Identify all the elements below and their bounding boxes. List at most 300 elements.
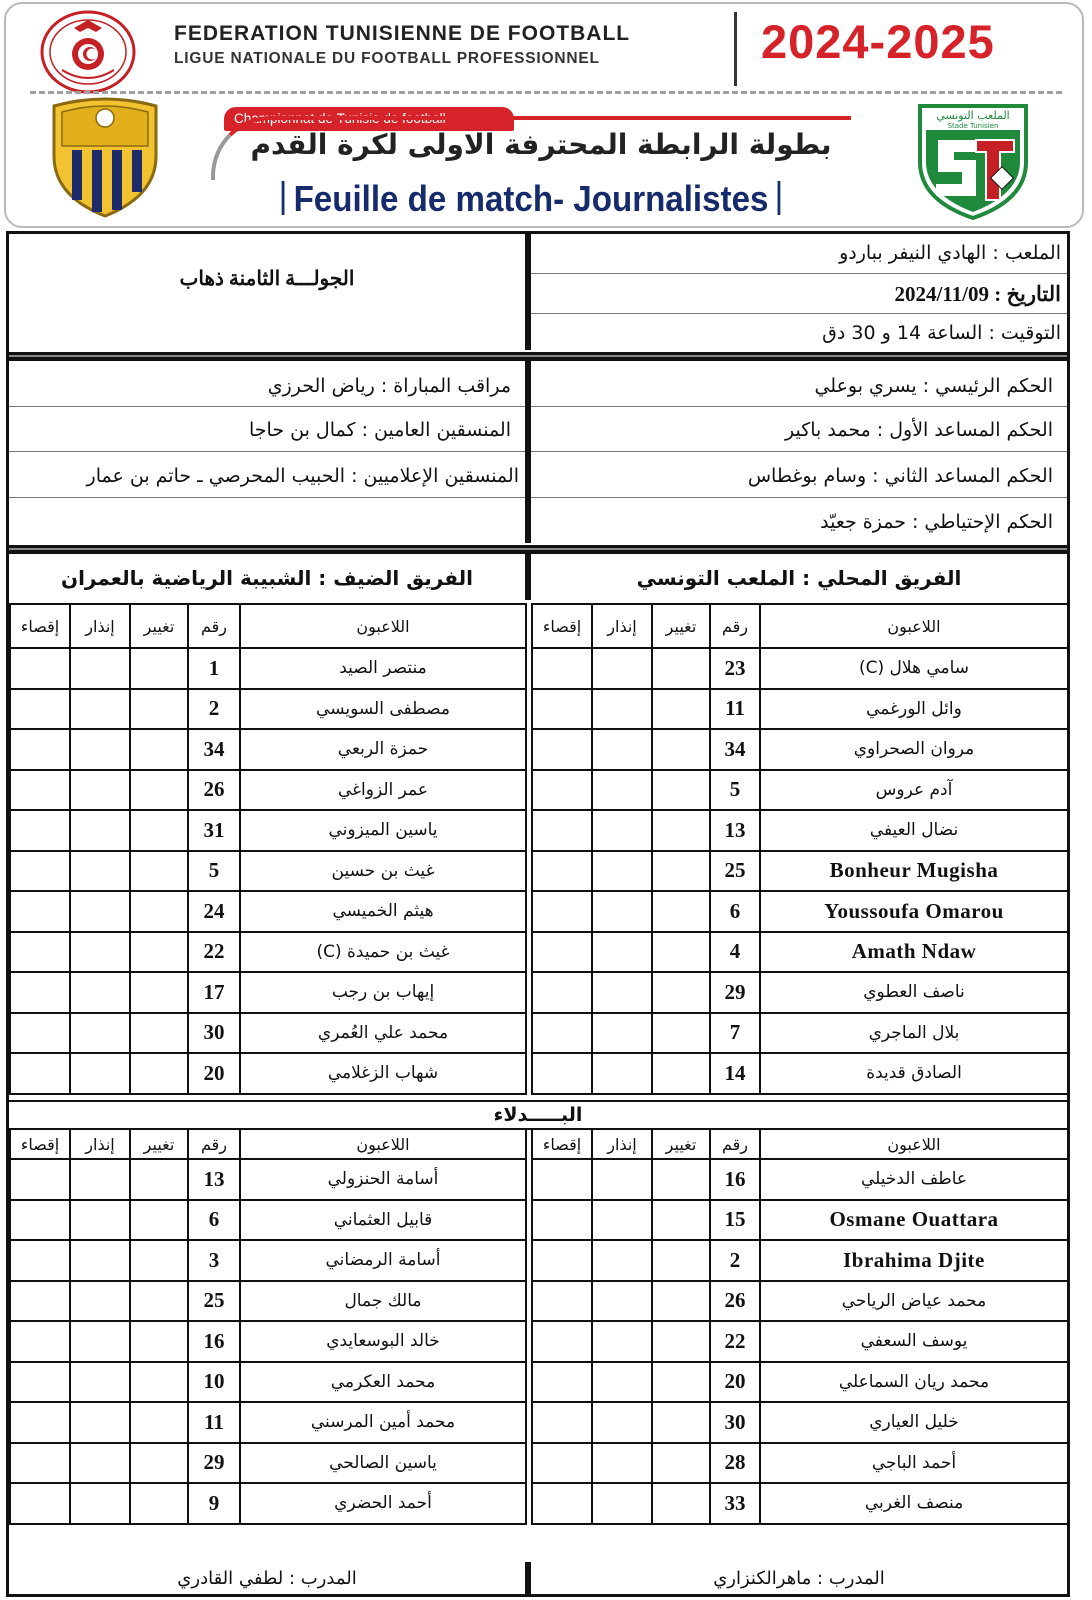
player-row bbox=[532, 851, 1068, 892]
warning-cell[interactable] bbox=[70, 1443, 130, 1484]
player-name: خليل العياري bbox=[760, 1402, 1068, 1443]
expulsion-cell[interactable] bbox=[10, 1483, 70, 1524]
warning-cell[interactable] bbox=[70, 891, 130, 932]
player-name: وائل الورغمي bbox=[760, 689, 1068, 730]
substitution-cell[interactable] bbox=[652, 1402, 710, 1443]
expulsion-cell[interactable] bbox=[10, 729, 70, 770]
player-name: ياسين الصالحي bbox=[240, 1443, 526, 1484]
substitution-cell[interactable] bbox=[130, 689, 188, 730]
expulsion-cell[interactable] bbox=[532, 1483, 592, 1524]
player-name: Ibrahima Djite bbox=[760, 1240, 1068, 1281]
player-row bbox=[10, 851, 526, 892]
warning-cell[interactable] bbox=[592, 1321, 652, 1362]
expulsion-cell[interactable] bbox=[10, 932, 70, 973]
player-number: 20 bbox=[188, 1053, 240, 1094]
player-number: 30 bbox=[188, 1013, 240, 1054]
warning-cell[interactable] bbox=[592, 1240, 652, 1281]
section-separator bbox=[9, 545, 1067, 554]
player-number: 9 bbox=[188, 1483, 240, 1524]
player-row bbox=[532, 891, 1068, 932]
player-name: آدم عروس bbox=[760, 770, 1068, 811]
expulsion-cell[interactable] bbox=[10, 810, 70, 851]
substitution-cell[interactable] bbox=[130, 1443, 188, 1484]
player-number: 16 bbox=[188, 1321, 240, 1362]
player-name: غيث بن حميدة (C) bbox=[240, 932, 526, 973]
warning-cell[interactable] bbox=[592, 972, 652, 1013]
expulsion-cell[interactable] bbox=[10, 1281, 70, 1322]
warning-cell[interactable] bbox=[592, 891, 652, 932]
number-header: رقم bbox=[710, 604, 760, 648]
player-name: بلال الماجري bbox=[760, 1013, 1068, 1054]
warning-cell[interactable] bbox=[70, 932, 130, 973]
player-row bbox=[532, 1159, 1068, 1200]
substitution-cell[interactable] bbox=[130, 891, 188, 932]
expulsion-cell[interactable] bbox=[532, 1281, 592, 1322]
warning-cell[interactable] bbox=[70, 648, 130, 689]
warning-cell[interactable] bbox=[592, 1443, 652, 1484]
expulsion-cell[interactable] bbox=[532, 851, 592, 892]
expulsion-cell[interactable] bbox=[10, 1321, 70, 1362]
expulsion-cell[interactable] bbox=[532, 1053, 592, 1094]
away-team-title: الفريق الضيف : الشبيبة الرياضية بالعمران bbox=[61, 566, 473, 590]
player-number: 20 bbox=[710, 1362, 760, 1403]
player-name: محمد أمين المرسني bbox=[240, 1402, 526, 1443]
substitution-cell[interactable] bbox=[130, 1200, 188, 1241]
warning-header: إنذار bbox=[70, 1129, 130, 1159]
players-header: اللاعبون bbox=[760, 604, 1068, 648]
expulsion-cell[interactable] bbox=[532, 1159, 592, 1200]
player-row bbox=[10, 1483, 526, 1524]
expulsion-cell[interactable] bbox=[10, 1402, 70, 1443]
player-name: الصادق قديدة bbox=[760, 1053, 1068, 1094]
expulsion-cell[interactable] bbox=[10, 1240, 70, 1281]
player-name: غيث بن حسين bbox=[240, 851, 526, 892]
player-number: 11 bbox=[188, 1402, 240, 1443]
player-number: 5 bbox=[188, 851, 240, 892]
player-name: مروان الصحراوي bbox=[760, 729, 1068, 770]
player-number: 2 bbox=[710, 1240, 760, 1281]
expulsion-cell[interactable] bbox=[532, 729, 592, 770]
warning-cell[interactable] bbox=[70, 810, 130, 851]
player-number: 5 bbox=[710, 770, 760, 811]
expulsion-header: إقصاء bbox=[532, 604, 592, 648]
player-row bbox=[10, 1321, 526, 1362]
player-name: ناصف العطوي bbox=[760, 972, 1068, 1013]
general-coordinators-label: المنسقين العامين : كمال بن حاجا bbox=[249, 419, 511, 441]
player-row bbox=[532, 1013, 1068, 1054]
expulsion-cell[interactable] bbox=[532, 891, 592, 932]
player-row bbox=[10, 1402, 526, 1443]
home-subs-table bbox=[531, 1128, 1069, 1525]
player-row bbox=[10, 810, 526, 851]
expulsion-cell[interactable] bbox=[532, 932, 592, 973]
substitution-cell[interactable] bbox=[652, 1321, 710, 1362]
warning-cell[interactable] bbox=[70, 1321, 130, 1362]
substitution-cell[interactable] bbox=[652, 729, 710, 770]
table-header-row bbox=[532, 604, 1068, 648]
player-name: محمد عياض الرياحي bbox=[760, 1281, 1068, 1322]
player-number: 17 bbox=[188, 972, 240, 1013]
player-number: 23 bbox=[710, 648, 760, 689]
player-name: أحمد الحضري bbox=[240, 1483, 526, 1524]
player-name: أحمد الباجي bbox=[760, 1443, 1068, 1484]
substitution-cell[interactable] bbox=[130, 648, 188, 689]
player-row bbox=[532, 1443, 1068, 1484]
player-name: قابيل العثماني bbox=[240, 1200, 526, 1241]
player-row bbox=[532, 770, 1068, 811]
player-name: محمد ريان السماعلي bbox=[760, 1362, 1068, 1403]
table-header-row bbox=[532, 1129, 1068, 1159]
expulsion-cell[interactable] bbox=[10, 851, 70, 892]
player-name: عمر الزواغي bbox=[240, 770, 526, 811]
warning-cell[interactable] bbox=[592, 770, 652, 811]
substitution-header: تغيير bbox=[130, 604, 188, 648]
expulsion-cell[interactable] bbox=[10, 1200, 70, 1241]
expulsion-cell[interactable] bbox=[532, 648, 592, 689]
commissioner-label: مراقب المباراة : رياض الحرزي bbox=[267, 375, 511, 397]
player-number: 25 bbox=[188, 1281, 240, 1322]
warning-cell[interactable] bbox=[592, 1013, 652, 1054]
player-name: محمد العكرمي bbox=[240, 1362, 526, 1403]
warning-cell[interactable] bbox=[70, 851, 130, 892]
warning-cell[interactable] bbox=[592, 851, 652, 892]
player-number: 15 bbox=[710, 1200, 760, 1241]
expulsion-cell[interactable] bbox=[10, 1013, 70, 1054]
stadium-label: الملعب : الهادي النيفر بباردو bbox=[839, 242, 1061, 264]
sheet-header bbox=[4, 2, 1084, 228]
players-header: اللاعبون bbox=[240, 604, 526, 648]
player-number: 11 bbox=[710, 689, 760, 730]
player-number: 2 bbox=[188, 689, 240, 730]
player-name: حمزة الربعي bbox=[240, 729, 526, 770]
expulsion-cell[interactable] bbox=[532, 972, 592, 1013]
player-name: نضال العيفي bbox=[760, 810, 1068, 851]
substitution-cell[interactable] bbox=[130, 1321, 188, 1362]
assistant-referee-1-label: الحكم المساعد الأول : محمد باكير bbox=[784, 419, 1053, 441]
player-row bbox=[10, 1362, 526, 1403]
warning-cell[interactable] bbox=[592, 1053, 652, 1094]
player-row bbox=[10, 770, 526, 811]
substitution-cell[interactable] bbox=[652, 1443, 710, 1484]
substitution-cell[interactable] bbox=[652, 1159, 710, 1200]
player-row bbox=[532, 972, 1068, 1013]
player-number: 13 bbox=[188, 1159, 240, 1200]
player-name: هيثم الخميسي bbox=[240, 891, 526, 932]
table-header-row bbox=[10, 1129, 526, 1159]
away-subs-table bbox=[9, 1128, 527, 1525]
player-number: 33 bbox=[710, 1483, 760, 1524]
warning-cell[interactable] bbox=[592, 1402, 652, 1443]
championship-banner: Championnat de Tunisie de football bbox=[224, 107, 514, 131]
fourth-official-label: الحكم الإحتياطي : حمزة جعيّد bbox=[820, 511, 1053, 533]
warning-cell[interactable] bbox=[70, 1200, 130, 1241]
player-row bbox=[10, 1013, 526, 1054]
warning-cell[interactable] bbox=[592, 1362, 652, 1403]
expulsion-cell[interactable] bbox=[10, 1443, 70, 1484]
substitution-cell[interactable] bbox=[652, 1013, 710, 1054]
substitution-cell[interactable] bbox=[652, 932, 710, 973]
table-header-row bbox=[10, 604, 526, 648]
home-coach-label: المدرب : ماهرالكنزاري bbox=[713, 1568, 885, 1589]
substitution-cell[interactable] bbox=[652, 972, 710, 1013]
player-number: 22 bbox=[188, 932, 240, 973]
player-number: 24 bbox=[188, 891, 240, 932]
player-number: 14 bbox=[710, 1053, 760, 1094]
header-divider bbox=[734, 12, 737, 86]
player-row bbox=[10, 1240, 526, 1281]
coordinators-block bbox=[9, 361, 525, 543]
substitution-cell[interactable] bbox=[652, 1362, 710, 1403]
header-dashed-rule bbox=[30, 91, 1062, 94]
player-name: Osmane Ouattara bbox=[760, 1200, 1068, 1241]
warning-cell[interactable] bbox=[592, 689, 652, 730]
substitution-cell[interactable] bbox=[652, 770, 710, 811]
player-name: منصف الغربي bbox=[760, 1483, 1068, 1524]
player-name: يوسف السعفي bbox=[760, 1321, 1068, 1362]
warning-cell[interactable] bbox=[592, 1200, 652, 1241]
number-header: رقم bbox=[188, 604, 240, 648]
league-name: LIGUE NATIONALE DU FOOTBALL PROFESSIONNEL bbox=[174, 50, 600, 67]
federation-logo bbox=[40, 10, 136, 94]
warning-cell[interactable] bbox=[592, 810, 652, 851]
away-team-crest bbox=[46, 96, 164, 220]
warning-cell[interactable] bbox=[592, 1483, 652, 1524]
substitution-cell[interactable] bbox=[652, 1483, 710, 1524]
player-number: 34 bbox=[710, 729, 760, 770]
player-number: 22 bbox=[710, 1321, 760, 1362]
expulsion-cell[interactable] bbox=[10, 1053, 70, 1094]
player-name: إيهاب بن رجب bbox=[240, 972, 526, 1013]
player-number: 10 bbox=[188, 1362, 240, 1403]
player-row bbox=[10, 1159, 526, 1200]
warning-cell[interactable] bbox=[70, 1240, 130, 1281]
player-number: 29 bbox=[188, 1443, 240, 1484]
substitution-cell[interactable] bbox=[652, 891, 710, 932]
substitution-cell[interactable] bbox=[130, 1483, 188, 1524]
substitution-cell[interactable] bbox=[130, 1362, 188, 1403]
substitution-cell[interactable] bbox=[652, 1200, 710, 1241]
substitution-header: تغيير bbox=[652, 604, 710, 648]
warning-header: إنذار bbox=[70, 604, 130, 648]
section-separator bbox=[9, 352, 1067, 361]
player-number: 29 bbox=[710, 972, 760, 1013]
player-name: مالك جمال bbox=[240, 1281, 526, 1322]
player-row bbox=[532, 1402, 1068, 1443]
championship-arabic-title: بطولة الرابطة المحترفة الاولى لكرة القدم bbox=[250, 128, 832, 161]
player-row bbox=[10, 1200, 526, 1241]
warning-cell[interactable] bbox=[592, 932, 652, 973]
media-coordinators-label: المنسقين الإعلاميين : الحبيب المحرصي ـ حاتم بن عمار bbox=[86, 465, 519, 487]
expulsion-header: إقصاء bbox=[10, 1129, 70, 1159]
warning-cell[interactable] bbox=[70, 1362, 130, 1403]
player-row bbox=[10, 1053, 526, 1094]
player-row bbox=[10, 689, 526, 730]
expulsion-cell[interactable] bbox=[532, 1013, 592, 1054]
expulsion-cell[interactable] bbox=[532, 770, 592, 811]
warning-cell[interactable] bbox=[70, 1483, 130, 1524]
player-row bbox=[532, 810, 1068, 851]
substitution-cell[interactable] bbox=[130, 851, 188, 892]
substitution-cell[interactable] bbox=[652, 1240, 710, 1281]
expulsion-cell[interactable] bbox=[532, 1362, 592, 1403]
player-number: 13 bbox=[710, 810, 760, 851]
warning-cell[interactable] bbox=[70, 1053, 130, 1094]
substitution-cell[interactable] bbox=[130, 1281, 188, 1322]
expulsion-cell[interactable] bbox=[10, 770, 70, 811]
substitutes-heading: البـــــدلاء bbox=[9, 1100, 1067, 1130]
warning-cell[interactable] bbox=[592, 1281, 652, 1322]
expulsion-cell[interactable] bbox=[532, 1321, 592, 1362]
home-team-title: الفريق المحلي : الملعب التونسي bbox=[636, 566, 962, 590]
warning-cell[interactable] bbox=[70, 689, 130, 730]
player-name: ياسين الميزوني bbox=[240, 810, 526, 851]
player-row bbox=[10, 648, 526, 689]
substitution-cell[interactable] bbox=[130, 770, 188, 811]
substitution-cell[interactable] bbox=[652, 810, 710, 851]
player-name: شهاب الزغلامي bbox=[240, 1053, 526, 1094]
substitution-cell[interactable] bbox=[130, 729, 188, 770]
player-name: منتصر الصيد bbox=[240, 648, 526, 689]
expulsion-cell[interactable] bbox=[532, 810, 592, 851]
player-number: 30 bbox=[710, 1402, 760, 1443]
sheet-title: Feuille de match- Journalistes bbox=[269, 178, 793, 220]
home-starters-table bbox=[531, 603, 1069, 1095]
player-row bbox=[10, 1443, 526, 1484]
referees-block bbox=[531, 361, 1067, 543]
substitution-cell[interactable] bbox=[130, 1159, 188, 1200]
warning-cell[interactable] bbox=[592, 1159, 652, 1200]
expulsion-cell[interactable] bbox=[10, 972, 70, 1013]
player-row bbox=[532, 1240, 1068, 1281]
player-row bbox=[532, 1483, 1068, 1524]
warning-header: إنذار bbox=[592, 1129, 652, 1159]
expulsion-header: إقصاء bbox=[10, 604, 70, 648]
match-sheet bbox=[6, 231, 1070, 1597]
player-number: 7 bbox=[710, 1013, 760, 1054]
round-label: الجولـــة الثامنة ذهاب bbox=[179, 268, 355, 290]
warning-cell[interactable] bbox=[70, 1013, 130, 1054]
crest-text-fr: Stade Tunisien bbox=[947, 122, 999, 130]
player-number: 1 bbox=[188, 648, 240, 689]
expulsion-cell[interactable] bbox=[532, 1402, 592, 1443]
expulsion-cell[interactable] bbox=[10, 1362, 70, 1403]
expulsion-cell[interactable] bbox=[532, 1240, 592, 1281]
player-name: Amath Ndaw bbox=[760, 932, 1068, 973]
substitution-header: تغيير bbox=[652, 1129, 710, 1159]
player-row bbox=[532, 648, 1068, 689]
number-header: رقم bbox=[188, 1129, 240, 1159]
warning-cell[interactable] bbox=[70, 972, 130, 1013]
expulsion-cell[interactable] bbox=[532, 1443, 592, 1484]
away-starters-table bbox=[9, 603, 527, 1095]
player-row bbox=[532, 1362, 1068, 1403]
player-row bbox=[532, 1321, 1068, 1362]
home-team-crest bbox=[914, 100, 1032, 220]
substitution-cell[interactable] bbox=[652, 689, 710, 730]
substitution-cell[interactable] bbox=[130, 1053, 188, 1094]
substitution-cell[interactable] bbox=[652, 648, 710, 689]
expulsion-cell[interactable] bbox=[10, 1159, 70, 1200]
warning-cell[interactable] bbox=[70, 729, 130, 770]
warning-cell[interactable] bbox=[70, 770, 130, 811]
player-number: 25 bbox=[710, 851, 760, 892]
substitution-cell[interactable] bbox=[130, 932, 188, 973]
federation-title: FEDERATION TUNISIENNE DE FOOTBALL bbox=[174, 22, 631, 45]
player-name: مصطفى السويسي bbox=[240, 689, 526, 730]
expulsion-cell[interactable] bbox=[532, 1200, 592, 1241]
substitution-cell[interactable] bbox=[130, 972, 188, 1013]
substitution-cell[interactable] bbox=[130, 1013, 188, 1054]
substitution-cell[interactable] bbox=[652, 1053, 710, 1094]
warning-cell[interactable] bbox=[70, 1281, 130, 1322]
warning-cell[interactable] bbox=[70, 1159, 130, 1200]
substitution-header: تغيير bbox=[130, 1129, 188, 1159]
player-number: 16 bbox=[710, 1159, 760, 1200]
away-coach-label: المدرب : لطفي القادري bbox=[177, 1568, 357, 1589]
player-number: 3 bbox=[188, 1240, 240, 1281]
crest-text-ar: الملعب التونسي bbox=[936, 109, 1010, 122]
match-info-block bbox=[531, 234, 1067, 350]
player-name: أسامة الحنزولي bbox=[240, 1159, 526, 1200]
substitution-cell[interactable] bbox=[130, 1402, 188, 1443]
expulsion-cell[interactable] bbox=[10, 648, 70, 689]
player-row bbox=[532, 689, 1068, 730]
substitution-cell[interactable] bbox=[652, 1281, 710, 1322]
expulsion-cell[interactable] bbox=[10, 891, 70, 932]
player-row bbox=[532, 729, 1068, 770]
player-number: 6 bbox=[188, 1200, 240, 1241]
player-row bbox=[10, 1281, 526, 1322]
assistant-referee-2-label: الحكم المساعد الثاني : وسام بوغطاس bbox=[747, 465, 1053, 487]
substitution-cell[interactable] bbox=[130, 810, 188, 851]
players-header: اللاعبون bbox=[760, 1129, 1068, 1159]
date-label: التاريخ : 2024/11/09 bbox=[894, 282, 1061, 306]
expulsion-cell[interactable] bbox=[10, 689, 70, 730]
players-header: اللاعبون bbox=[240, 1129, 526, 1159]
player-number: 28 bbox=[710, 1443, 760, 1484]
player-row bbox=[10, 972, 526, 1013]
player-number: 26 bbox=[188, 770, 240, 811]
warning-header: إنذار bbox=[592, 604, 652, 648]
player-row bbox=[532, 1200, 1068, 1241]
player-name: Bonheur Mugisha bbox=[760, 851, 1068, 892]
player-row bbox=[532, 932, 1068, 973]
player-name: Youssoufa Omarou bbox=[760, 891, 1068, 932]
substitution-cell[interactable] bbox=[130, 1240, 188, 1281]
player-row bbox=[10, 891, 526, 932]
player-number: 26 bbox=[710, 1281, 760, 1322]
expulsion-cell[interactable] bbox=[532, 689, 592, 730]
player-name: سامي هلال (C) bbox=[760, 648, 1068, 689]
warning-cell[interactable] bbox=[592, 729, 652, 770]
player-number: 34 bbox=[188, 729, 240, 770]
expulsion-header: إقصاء bbox=[532, 1129, 592, 1159]
player-name: محمد علي العُمري bbox=[240, 1013, 526, 1054]
player-name: خالد البوسعايدي bbox=[240, 1321, 526, 1362]
player-number: 4 bbox=[710, 932, 760, 973]
player-name: أسامة الرمضاني bbox=[240, 1240, 526, 1281]
player-number: 31 bbox=[188, 810, 240, 851]
player-row bbox=[532, 1281, 1068, 1322]
substitution-cell[interactable] bbox=[652, 851, 710, 892]
time-label: التوقيت : الساعة 14 و 30 دق bbox=[822, 322, 1061, 344]
player-row bbox=[10, 729, 526, 770]
number-header: رقم bbox=[710, 1129, 760, 1159]
warning-cell[interactable] bbox=[592, 648, 652, 689]
warning-cell[interactable] bbox=[70, 1402, 130, 1443]
player-row bbox=[532, 1053, 1068, 1094]
player-name: عاطف الدخيلي bbox=[760, 1159, 1068, 1200]
